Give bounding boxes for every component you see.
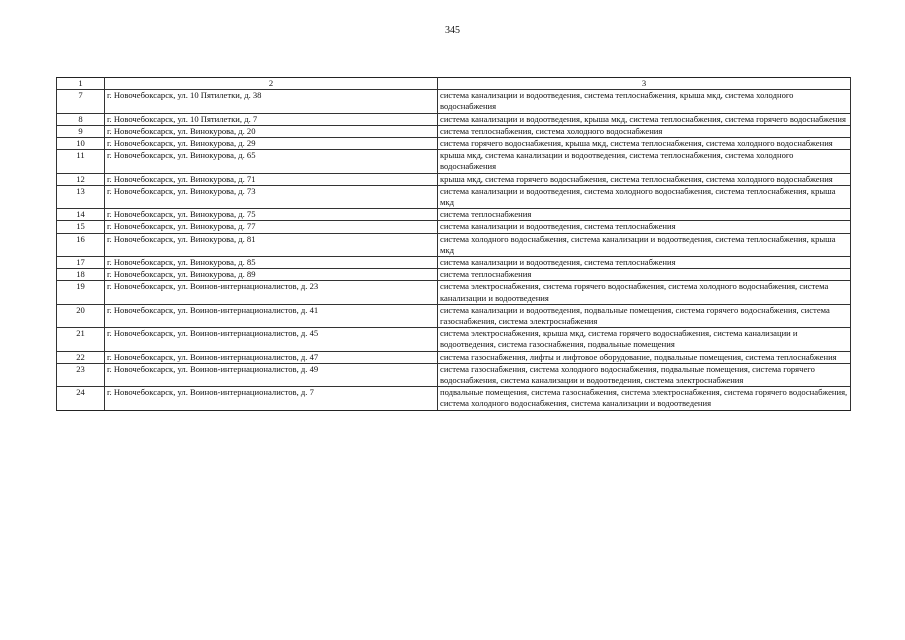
row-address: г. Новочебоксарск, ул. Винокурова, д. 75 (105, 209, 438, 221)
table-row (57, 363, 851, 386)
table-row (57, 269, 851, 281)
table-row (57, 221, 851, 233)
row-number: 16 (57, 233, 105, 256)
row-systems: система газоснабжения, система холодного водоснабжения, подвальные помещения, система горячего водоснабжения, система канализации и водоотведения, система электроснабжения (438, 363, 851, 386)
row-systems: система канализации и водоотведения, система теплоснабжения (438, 221, 851, 233)
table-row (57, 150, 851, 173)
row-number: 12 (57, 173, 105, 185)
row-number: 17 (57, 257, 105, 269)
row-number: 7 (57, 90, 105, 113)
table-row (57, 387, 851, 410)
row-systems: крыша мкд, система горячего водоснабжения, система теплоснабжения, система холодного водоснабжения (438, 173, 851, 185)
row-address: г. Новочебоксарск, ул. Воинов-интернационалистов, д. 7 (105, 387, 438, 410)
row-systems: система теплоснабжения, система холодного водоснабжения (438, 125, 851, 137)
row-number: 18 (57, 269, 105, 281)
row-number: 14 (57, 209, 105, 221)
row-systems: система теплоснабжения (438, 209, 851, 221)
table-row (57, 304, 851, 327)
row-number: 23 (57, 363, 105, 386)
row-number: 9 (57, 125, 105, 137)
row-address: г. Новочебоксарск, ул. Винокурова, д. 85 (105, 257, 438, 269)
row-systems: система электроснабжения, крыша мкд, система горячего водоснабжения, система канализации и водоотведения, система газоснабжения, подвальные помещения (438, 328, 851, 351)
row-number: 15 (57, 221, 105, 233)
table-row (57, 209, 851, 221)
column-number-3: 3 (438, 78, 851, 90)
row-systems: система теплоснабжения (438, 269, 851, 281)
row-systems: система холодного водоснабжения, система канализации и водоотведения, система теплоснабжения, крыша мкд (438, 233, 851, 256)
row-systems: система электроснабжения, система горячего водоснабжения, система холодного водоснабжения, система канализации и водоотведения (438, 281, 851, 304)
row-number: 21 (57, 328, 105, 351)
column-number-2: 2 (105, 78, 438, 90)
table-row (57, 125, 851, 137)
row-number: 8 (57, 113, 105, 125)
row-address: г. Новочебоксарск, ул. Винокурова, д. 73 (105, 185, 438, 208)
row-address: г. Новочебоксарск, ул. 10 Пятилетки, д. 38 (105, 90, 438, 113)
row-systems: система канализации и водоотведения, система теплоснабжения (438, 257, 851, 269)
row-address: г. Новочебоксарск, ул. Воинов-интернационалистов, д. 45 (105, 328, 438, 351)
row-number: 24 (57, 387, 105, 410)
row-address: г. Новочебоксарск, ул. Винокурова, д. 20 (105, 125, 438, 137)
row-address: г. Новочебоксарск, ул. 10 Пятилетки, д. 7 (105, 113, 438, 125)
row-address: г. Новочебоксарск, ул. Винокурова, д. 65 (105, 150, 438, 173)
row-systems: система канализации и водоотведения, система холодного водоснабжения, система теплоснабжения, крыша мкд (438, 185, 851, 208)
column-number-row (57, 78, 851, 90)
table-row (57, 113, 851, 125)
row-address: г. Новочебоксарск, ул. Винокурова, д. 81 (105, 233, 438, 256)
row-systems: система горячего водоснабжения, крыша мкд, система теплоснабжения, система холодного водоснабжения (438, 138, 851, 150)
row-systems: система канализации и водоотведения, крыша мкд, система теплоснабжения, система горячего водоснабжения (438, 113, 851, 125)
table-row (57, 233, 851, 256)
row-address: г. Новочебоксарск, ул. Воинов-интернационалистов, д. 47 (105, 351, 438, 363)
table-row (57, 328, 851, 351)
row-address: г. Новочебоксарск, ул. Винокурова, д. 77 (105, 221, 438, 233)
page-number: 345 (445, 25, 460, 36)
row-systems: крыша мкд, система канализации и водоотведения, система теплоснабжения, система холодного водоснабжения (438, 150, 851, 173)
row-address: г. Новочебоксарск, ул. Винокурова, д. 89 (105, 269, 438, 281)
row-number: 20 (57, 304, 105, 327)
row-address: г. Новочебоксарск, ул. Воинов-интернационалистов, д. 23 (105, 281, 438, 304)
table-row (57, 173, 851, 185)
row-number: 19 (57, 281, 105, 304)
row-number: 10 (57, 138, 105, 150)
table-row (57, 185, 851, 208)
row-systems: подвальные помещения, система газоснабжения, система электроснабжения, система горячего водоснабжения, система холодного водоснабжения, система канализации и водоотведения (438, 387, 851, 410)
row-address: г. Новочебоксарск, ул. Винокурова, д. 71 (105, 173, 438, 185)
table-row (57, 257, 851, 269)
row-systems: система канализации и водоотведения, система теплоснабжения, крыша мкд, система холодного водоснабжения (438, 90, 851, 113)
table-row (57, 90, 851, 113)
row-address: г. Новочебоксарск, ул. Воинов-интернационалистов, д. 49 (105, 363, 438, 386)
row-systems: система газоснабжения, лифты и лифтовое оборудование, подвальные помещения, система теплоснабжения (438, 351, 851, 363)
table-row (57, 138, 851, 150)
row-number: 13 (57, 185, 105, 208)
buildings-table (56, 77, 851, 411)
row-address: г. Новочебоксарск, ул. Винокурова, д. 29 (105, 138, 438, 150)
row-systems: система канализации и водоотведения, подвальные помещения, система горячего водоснабжения, система газоснабжения, система электроснабжения (438, 304, 851, 327)
table-row (57, 281, 851, 304)
table-row (57, 351, 851, 363)
row-address: г. Новочебоксарск, ул. Воинов-интернационалистов, д. 41 (105, 304, 438, 327)
row-number: 22 (57, 351, 105, 363)
column-number-1: 1 (57, 78, 105, 90)
row-number: 11 (57, 150, 105, 173)
